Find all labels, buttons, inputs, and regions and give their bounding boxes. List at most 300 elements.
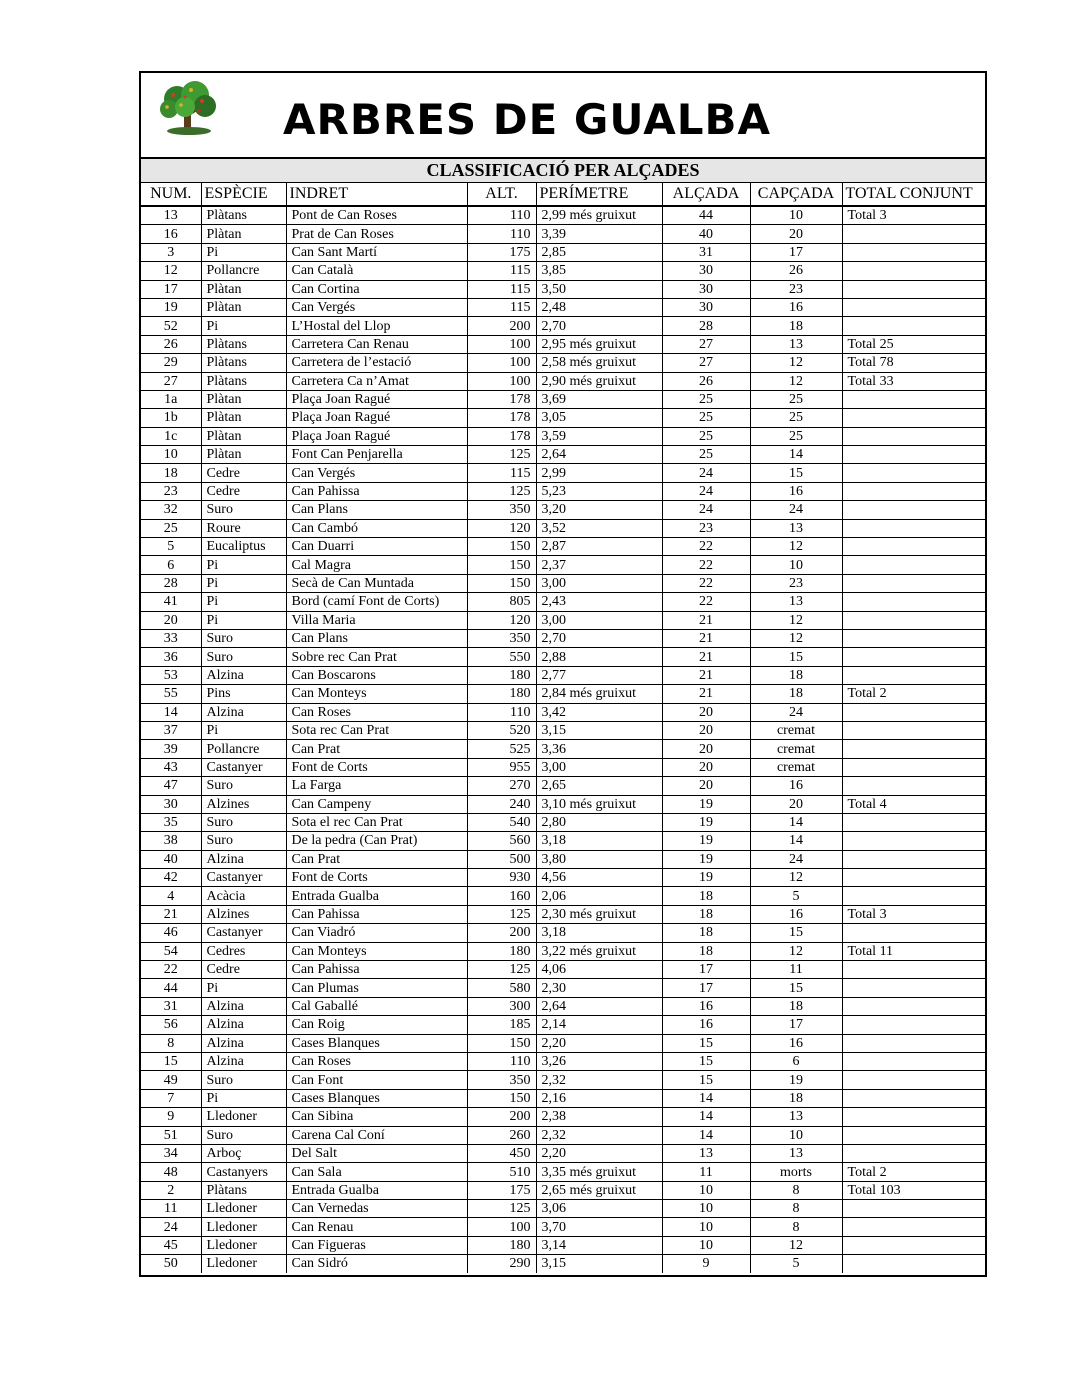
cell-especie: Plàtans (201, 335, 286, 353)
cell-capcada: 20 (750, 225, 842, 243)
cell-especie: Cedres (201, 942, 286, 960)
cell-especie: Suro (201, 629, 286, 647)
table-row (141, 611, 985, 629)
cell-alt: 290 (467, 1255, 536, 1273)
cell-perimetre: 3,10 més gruixut (536, 795, 662, 813)
table-row (141, 556, 985, 574)
cell-capcada: 25 (750, 390, 842, 408)
cell-alcada: 21 (662, 666, 750, 684)
table-row (141, 519, 985, 537)
cell-capcada: 12 (750, 611, 842, 629)
cell-num: 7 (141, 1089, 201, 1107)
cell-num: 5 (141, 538, 201, 556)
cell-perimetre: 3,18 (536, 832, 662, 850)
cell-alcada: 15 (662, 1052, 750, 1070)
cell-especie: Suro (201, 813, 286, 831)
cell-especie: Suro (201, 777, 286, 795)
cell-indret: Can Plumas (286, 979, 467, 997)
cell-perimetre: 3,18 (536, 924, 662, 942)
cell-alcada: 19 (662, 813, 750, 831)
cell-num: 24 (141, 1218, 201, 1236)
cell-total-conjunt (842, 629, 985, 647)
cell-indret: Can Vernedas (286, 1200, 467, 1218)
cell-alt: 200 (467, 1108, 536, 1126)
cell-indret: De la pedra (Can Prat) (286, 832, 467, 850)
cell-especie: Plàtan (201, 427, 286, 445)
cell-alcada: 24 (662, 464, 750, 482)
cell-total-conjunt (842, 501, 985, 519)
table-row (141, 1034, 985, 1052)
cell-especie: Acàcia (201, 887, 286, 905)
table-row (141, 574, 985, 592)
cell-num: 51 (141, 1126, 201, 1144)
cell-total-conjunt (842, 979, 985, 997)
cell-perimetre: 2,48 (536, 298, 662, 316)
cell-perimetre: 3,36 (536, 740, 662, 758)
cell-perimetre: 3,00 (536, 611, 662, 629)
cell-indret: Can Sidró (286, 1255, 467, 1273)
cell-num: 56 (141, 1016, 201, 1034)
cell-total-conjunt: Total 3 (842, 905, 985, 923)
cell-alt: 350 (467, 629, 536, 647)
cell-especie: Pi (201, 243, 286, 261)
cell-capcada: 24 (750, 501, 842, 519)
cell-indret: Can Campeny (286, 795, 467, 813)
cell-perimetre: 3,59 (536, 427, 662, 445)
cell-especie: Roure (201, 519, 286, 537)
cell-alt: 150 (467, 574, 536, 592)
cell-alt: 350 (467, 1071, 536, 1089)
cell-perimetre: 2,64 (536, 446, 662, 464)
cell-perimetre: 2,80 (536, 813, 662, 831)
cell-indret: Can Sant Martí (286, 243, 467, 261)
cell-total-conjunt (842, 1126, 985, 1144)
cell-perimetre: 2,84 més gruixut (536, 685, 662, 703)
table-row (141, 1071, 985, 1089)
cell-alcada: 30 (662, 298, 750, 316)
cell-total-conjunt (842, 556, 985, 574)
cell-alt: 180 (467, 666, 536, 684)
cell-indret: Entrada Gualba (286, 1181, 467, 1199)
cell-total-conjunt: Total 78 (842, 354, 985, 372)
cell-total-conjunt (842, 869, 985, 887)
cell-total-conjunt: Total 103 (842, 1181, 985, 1199)
cell-num: 32 (141, 501, 201, 519)
cell-indret: Sota el rec Can Prat (286, 813, 467, 831)
cell-num: 40 (141, 850, 201, 868)
cell-num: 25 (141, 519, 201, 537)
cell-alt: 185 (467, 1016, 536, 1034)
cell-alt: 240 (467, 795, 536, 813)
cell-indret: Carretera Can Renau (286, 335, 467, 353)
cell-perimetre: 3,69 (536, 390, 662, 408)
cell-especie: Cedre (201, 482, 286, 500)
cell-total-conjunt: Total 33 (842, 372, 985, 390)
cell-num: 26 (141, 335, 201, 353)
cell-perimetre: 2,16 (536, 1089, 662, 1107)
cell-alcada: 10 (662, 1200, 750, 1218)
table-row (141, 1218, 985, 1236)
cell-indret: Can Català (286, 262, 467, 280)
cell-alt: 955 (467, 758, 536, 776)
cell-alcada: 22 (662, 593, 750, 611)
cell-num: 54 (141, 942, 201, 960)
cell-especie: Suro (201, 1126, 286, 1144)
cell-alcada: 14 (662, 1126, 750, 1144)
cell-indret: Can Vergés (286, 464, 467, 482)
cell-total-conjunt (842, 703, 985, 721)
cell-alcada: 18 (662, 887, 750, 905)
cell-especie: Alzina (201, 850, 286, 868)
cell-total-conjunt: Total 4 (842, 795, 985, 813)
cell-alcada: 27 (662, 335, 750, 353)
cell-capcada: 17 (750, 243, 842, 261)
cell-total-conjunt (842, 317, 985, 335)
cell-capcada: 10 (750, 1126, 842, 1144)
table-body (141, 206, 985, 1273)
cell-capcada: 18 (750, 666, 842, 684)
cell-capcada: 14 (750, 832, 842, 850)
cell-capcada: 15 (750, 464, 842, 482)
cell-alt: 805 (467, 593, 536, 611)
cell-perimetre: 2,88 (536, 648, 662, 666)
trees-table (141, 183, 985, 1273)
cell-perimetre: 5,23 (536, 482, 662, 500)
table-row (141, 666, 985, 684)
cell-especie: Alzines (201, 795, 286, 813)
table-row (141, 1255, 985, 1273)
cell-total-conjunt (842, 740, 985, 758)
cell-especie: Suro (201, 1071, 286, 1089)
cell-especie: Castanyer (201, 758, 286, 776)
cell-total-conjunt (842, 390, 985, 408)
cell-indret: Bord (camí Font de Corts) (286, 593, 467, 611)
cell-alt: 178 (467, 409, 536, 427)
cell-total-conjunt (842, 1236, 985, 1254)
cell-especie: Pi (201, 574, 286, 592)
cell-total-conjunt (842, 758, 985, 776)
cell-alcada: 30 (662, 262, 750, 280)
cell-total-conjunt (842, 850, 985, 868)
cell-total-conjunt (842, 1255, 985, 1273)
cell-num: 44 (141, 979, 201, 997)
cell-capcada: 13 (750, 1144, 842, 1162)
cell-perimetre: 3,20 (536, 501, 662, 519)
cell-especie: Alzina (201, 1034, 286, 1052)
tree-icon (155, 81, 223, 137)
cell-alcada: 16 (662, 997, 750, 1015)
table-row (141, 1181, 985, 1199)
cell-indret: Can Pahissa (286, 961, 467, 979)
table-row (141, 1200, 985, 1218)
cell-capcada: 25 (750, 427, 842, 445)
table-row (141, 887, 985, 905)
cell-capcada: 18 (750, 1089, 842, 1107)
cell-especie: Lledoner (201, 1108, 286, 1126)
cell-indret: Villa Maria (286, 611, 467, 629)
cell-alcada: 26 (662, 372, 750, 390)
cell-alt: 150 (467, 538, 536, 556)
cell-especie: Pi (201, 556, 286, 574)
col-header-total-conjunt: TOTAL CONJUNT (842, 183, 985, 206)
cell-indret: Plaça Joan Ragué (286, 409, 467, 427)
cell-num: 6 (141, 556, 201, 574)
cell-capcada: 12 (750, 629, 842, 647)
cell-alcada: 20 (662, 740, 750, 758)
cell-num: 38 (141, 832, 201, 850)
cell-especie: Pins (201, 685, 286, 703)
cell-num: 52 (141, 317, 201, 335)
cell-num: 9 (141, 1108, 201, 1126)
cell-alt: 540 (467, 813, 536, 831)
cell-especie: Plàtan (201, 446, 286, 464)
cell-indret: Can Prat (286, 740, 467, 758)
cell-alcada: 44 (662, 206, 750, 225)
cell-capcada: 18 (750, 997, 842, 1015)
table-row (141, 1126, 985, 1144)
cell-alcada: 21 (662, 629, 750, 647)
cell-capcada: 10 (750, 556, 842, 574)
cell-alt: 560 (467, 832, 536, 850)
cell-total-conjunt (842, 538, 985, 556)
col-header-alt: ALT. (467, 183, 536, 206)
cell-perimetre: 3,70 (536, 1218, 662, 1236)
cell-alcada: 21 (662, 685, 750, 703)
cell-capcada: 10 (750, 206, 842, 225)
table-row (141, 721, 985, 739)
cell-perimetre: 2,38 (536, 1108, 662, 1126)
cell-alt: 520 (467, 721, 536, 739)
table-row (141, 317, 985, 335)
cell-num: 53 (141, 666, 201, 684)
cell-total-conjunt (842, 482, 985, 500)
cell-perimetre: 3,15 (536, 721, 662, 739)
cell-alt: 300 (467, 997, 536, 1015)
cell-especie: Pollancre (201, 262, 286, 280)
cell-total-conjunt (842, 1200, 985, 1218)
cell-total-conjunt: Total 2 (842, 1163, 985, 1181)
cell-indret: L’Hostal del Llop (286, 317, 467, 335)
table-row (141, 685, 985, 703)
cell-perimetre: 2,30 (536, 979, 662, 997)
col-header-num: NUM. (141, 183, 201, 206)
cell-capcada: cremat (750, 721, 842, 739)
cell-indret: Can Sala (286, 1163, 467, 1181)
table-row (141, 740, 985, 758)
cell-alcada: 13 (662, 1144, 750, 1162)
table-row (141, 979, 985, 997)
cell-alt: 510 (467, 1163, 536, 1181)
cell-num: 41 (141, 593, 201, 611)
cell-num: 42 (141, 869, 201, 887)
cell-especie: Alzina (201, 1052, 286, 1070)
cell-alt: 125 (467, 446, 536, 464)
cell-capcada: 5 (750, 1255, 842, 1273)
cell-capcada: 18 (750, 317, 842, 335)
cell-capcada: 18 (750, 685, 842, 703)
cell-alcada: 25 (662, 446, 750, 464)
cell-indret: Font de Corts (286, 869, 467, 887)
cell-alcada: 24 (662, 482, 750, 500)
cell-indret: Plaça Joan Ragué (286, 427, 467, 445)
cell-indret: Can Monteys (286, 685, 467, 703)
cell-indret: Can Prat (286, 850, 467, 868)
cell-capcada: 8 (750, 1200, 842, 1218)
cell-num: 55 (141, 685, 201, 703)
cell-perimetre: 3,06 (536, 1200, 662, 1218)
cell-perimetre: 2,65 més gruixut (536, 1181, 662, 1199)
cell-perimetre: 2,99 (536, 464, 662, 482)
cell-alcada: 19 (662, 795, 750, 813)
table-row (141, 538, 985, 556)
cell-alcada: 27 (662, 354, 750, 372)
table-row (141, 427, 985, 445)
cell-total-conjunt (842, 832, 985, 850)
cell-especie: Cedre (201, 464, 286, 482)
cell-especie: Suro (201, 648, 286, 666)
cell-alt: 150 (467, 556, 536, 574)
cell-capcada: 16 (750, 298, 842, 316)
cell-alt: 150 (467, 1034, 536, 1052)
cell-alcada: 10 (662, 1236, 750, 1254)
cell-total-conjunt (842, 243, 985, 261)
table-row (141, 1236, 985, 1254)
cell-indret: Can Renau (286, 1218, 467, 1236)
cell-indret: Can Monteys (286, 942, 467, 960)
cell-perimetre: 3,14 (536, 1236, 662, 1254)
cell-num: 13 (141, 206, 201, 225)
cell-indret: Sota rec Can Prat (286, 721, 467, 739)
cell-indret: Plaça Joan Ragué (286, 390, 467, 408)
cell-alt: 178 (467, 390, 536, 408)
cell-especie: Pi (201, 979, 286, 997)
cell-perimetre: 4,56 (536, 869, 662, 887)
cell-alcada: 17 (662, 961, 750, 979)
cell-indret: Can Boscarons (286, 666, 467, 684)
cell-capcada: 12 (750, 942, 842, 960)
cell-alt: 110 (467, 1052, 536, 1070)
cell-capcada: 13 (750, 1108, 842, 1126)
cell-num: 47 (141, 777, 201, 795)
cell-perimetre: 2,87 (536, 538, 662, 556)
cell-perimetre: 2,99 més gruixut (536, 206, 662, 225)
cell-total-conjunt (842, 225, 985, 243)
cell-num: 8 (141, 1034, 201, 1052)
cell-indret: Font de Corts (286, 758, 467, 776)
table-row (141, 206, 985, 225)
cell-indret: Can Roig (286, 1016, 467, 1034)
cell-alt: 260 (467, 1126, 536, 1144)
cell-alt: 580 (467, 979, 536, 997)
cell-perimetre: 4,06 (536, 961, 662, 979)
col-header-perimetre: PERÍMETRE (536, 183, 662, 206)
cell-alt: 525 (467, 740, 536, 758)
cell-alcada: 22 (662, 538, 750, 556)
cell-capcada: 25 (750, 409, 842, 427)
header-banner (141, 73, 985, 159)
cell-alt: 175 (467, 243, 536, 261)
cell-total-conjunt (842, 648, 985, 666)
table-row (141, 243, 985, 261)
cell-capcada: cremat (750, 740, 842, 758)
cell-alt: 100 (467, 1218, 536, 1236)
cell-alcada: 21 (662, 611, 750, 629)
cell-indret: Can Pahissa (286, 905, 467, 923)
cell-perimetre: 2,65 (536, 777, 662, 795)
cell-indret: Cal Gaballé (286, 997, 467, 1015)
cell-capcada: 16 (750, 1034, 842, 1052)
cell-capcada: 13 (750, 593, 842, 611)
cell-especie: Eucaliptus (201, 538, 286, 556)
cell-especie: Arboç (201, 1144, 286, 1162)
cell-alt: 180 (467, 1236, 536, 1254)
cell-alcada: 20 (662, 777, 750, 795)
cell-indret: Can Cortina (286, 280, 467, 298)
cell-indret: Cases Blanques (286, 1034, 467, 1052)
table-row (141, 464, 985, 482)
cell-especie: Alzina (201, 703, 286, 721)
cell-num: 17 (141, 280, 201, 298)
cell-num: 12 (141, 262, 201, 280)
cell-capcada: 12 (750, 538, 842, 556)
cell-alt: 100 (467, 335, 536, 353)
cell-alt: 550 (467, 648, 536, 666)
cell-alcada: 28 (662, 317, 750, 335)
cell-alt: 160 (467, 887, 536, 905)
cell-alt: 100 (467, 372, 536, 390)
table-row (141, 629, 985, 647)
table-row (141, 354, 985, 372)
cell-total-conjunt: Total 25 (842, 335, 985, 353)
cell-especie: Plàtan (201, 298, 286, 316)
cell-num: 35 (141, 813, 201, 831)
cell-indret: La Farga (286, 777, 467, 795)
cell-capcada: 16 (750, 482, 842, 500)
cell-alcada: 21 (662, 648, 750, 666)
cell-alcada: 11 (662, 1163, 750, 1181)
cell-num: 29 (141, 354, 201, 372)
cell-indret: Can Roses (286, 1052, 467, 1070)
cell-capcada: 14 (750, 446, 842, 464)
cell-alcada: 18 (662, 905, 750, 923)
cell-alt: 125 (467, 1200, 536, 1218)
cell-especie: Plàtans (201, 354, 286, 372)
table-row (141, 280, 985, 298)
cell-alt: 175 (467, 1181, 536, 1199)
cell-perimetre: 2,58 més gruixut (536, 354, 662, 372)
cell-alt: 115 (467, 298, 536, 316)
table-row (141, 1089, 985, 1107)
cell-indret: Font Can Penjarella (286, 446, 467, 464)
cell-total-conjunt (842, 777, 985, 795)
cell-capcada: morts (750, 1163, 842, 1181)
cell-capcada: 12 (750, 354, 842, 372)
table-row (141, 298, 985, 316)
cell-alt: 180 (467, 942, 536, 960)
cell-perimetre: 3,42 (536, 703, 662, 721)
cell-perimetre: 2,43 (536, 593, 662, 611)
cell-num: 45 (141, 1236, 201, 1254)
table-row (141, 593, 985, 611)
table-row (141, 961, 985, 979)
cell-num: 28 (141, 574, 201, 592)
cell-especie: Pi (201, 611, 286, 629)
cell-perimetre: 2,32 (536, 1126, 662, 1144)
cell-total-conjunt (842, 721, 985, 739)
cell-capcada: 16 (750, 905, 842, 923)
cell-especie: Plàtan (201, 390, 286, 408)
cell-num: 50 (141, 1255, 201, 1273)
